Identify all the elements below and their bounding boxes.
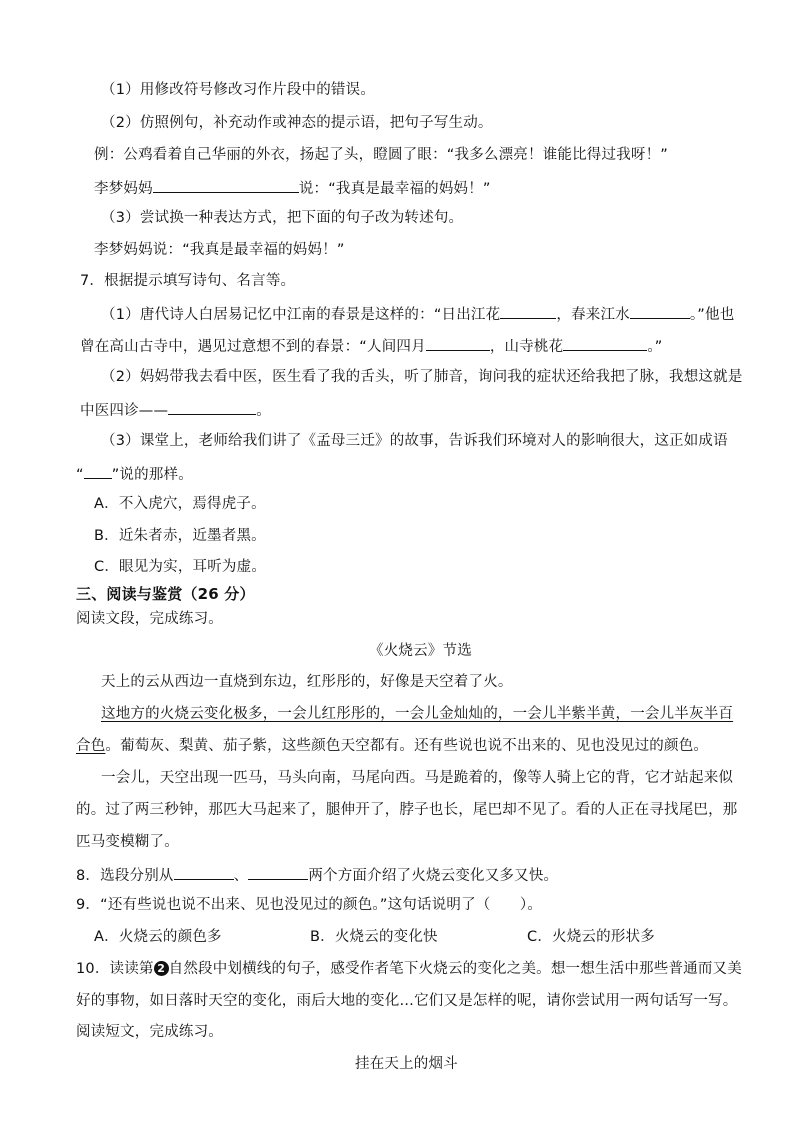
passage-p3-line3: 匹马变模糊了。 [76, 834, 179, 850]
q9-option-b: B．火烧云的变化快 [310, 929, 438, 945]
q7-s1-text-a: （1）唐代诗人白居易记忆中江南的春景是这样的：“日出江花 [101, 307, 501, 323]
q7-option-c: C．眼见为实，耳听为虚。 [94, 559, 267, 575]
q10-text-pre: 10．读读第 [76, 961, 154, 977]
q7-option-a: A．不入虎穴，焉得虎子。 [94, 496, 266, 512]
q9-option-c: C．火烧云的形状多 [527, 929, 655, 945]
q6-example: 例：公鸡看着自己华丽的外衣，扬起了头，瞪圆了眼：“我多么漂亮！谁能比得过我呀！” [94, 147, 669, 163]
answer-blank[interactable] [248, 864, 308, 880]
q7-s2-line2 [80, 399, 271, 421]
q6-sub3: （3）尝试换一种表达方式，把下面的句子改为转述句。 [101, 210, 464, 226]
q6-sub2: （2）仿照例句，补充动作或神态的提示语，把句子写生动。 [101, 115, 493, 131]
passage-p2-line2 [76, 736, 708, 756]
q7-s2-text-c: 。 [256, 403, 271, 419]
q6-line-a [94, 177, 491, 199]
q7-s1-line1 [101, 303, 734, 325]
q6-sub1: （1）用修改符号修改习作片段中的错误。 [101, 82, 376, 98]
q6-line-a-prefix: 李梦妈妈 [94, 181, 153, 197]
passage-p1: 天上的云从西边一直烧到东边，红彤彤的，好像是天空着了火。 [101, 674, 513, 690]
q7-s3-line1: （3）课堂上，老师给我们讲了《孟母三迁》的故事，告诉我们环境对人的影响很大，这正如成语 [101, 433, 728, 449]
passage-p3-line2: 的。过了两三秒钟，那匹大马起来了，腿伸开了，脖子也长，尾巴却不见了。看的人正在寻找尾巴，那 [76, 802, 738, 818]
q9-stem: 9．“还有些说也说不出来、见也没见过的颜色。”这句话说明了（ ）。 [76, 897, 543, 913]
q6-line-a-suffix: 说：“我真是最幸福的妈妈！” [298, 181, 491, 197]
answer-blank[interactable] [153, 177, 299, 193]
q7-s1-text-b: ，春来江水 [556, 307, 630, 323]
section-intro: 阅读文段，完成练习。 [76, 611, 223, 627]
q6-sentence: 李梦妈妈说：“我真是最幸福的妈妈！” [94, 242, 345, 258]
q7-s3-text-post: ”说的那样。 [111, 467, 193, 483]
passage-p2-line1 [101, 704, 733, 724]
passage-p2-rest: 。葡萄灰、梨黄、茄子紫，这些颜色天空都有。还有些说也说不出来的、见也没见过的颜色。 [105, 738, 709, 754]
paragraph-number-badge: 2 [154, 961, 169, 976]
underlined-sentence: 这地方的火烧云变化极多，一会儿红彤彤的，一会儿金灿灿的，一会儿半紫半黄，一会儿半灰半百 [101, 706, 734, 722]
passage-title: 《火烧云》节选 [369, 643, 472, 659]
q10-line1 [76, 959, 742, 979]
q8-text-c: 两个方面介绍了火烧云变化又多又快。 [308, 868, 559, 884]
section-heading: 三、阅读与鉴赏（26 分） [76, 585, 255, 603]
passage-p3-line1: 一会儿，天空出现一匹马，马头向南，马尾向西。马是跪着的，像等人骑上它的背，它才站起来似 [101, 770, 734, 786]
q7-s2-text-b: 中医四诊—— [80, 403, 169, 419]
q9-option-a: A．火烧云的颜色多 [94, 929, 222, 945]
q7-s3-line2 [76, 463, 193, 485]
passage2-title: 挂在天上的烟斗 [355, 1056, 458, 1072]
q7-s1-text-c: 。”他也 [689, 307, 735, 323]
q8-text-b: 、 [233, 868, 249, 884]
q10-line2: 好的事物，如日落时天空的变化，雨后大地的变化…它们又是怎样的呢，请你尝试用一两句话写一写。 [76, 993, 738, 1009]
q7-s1-text-d: 曾在高山古寺中，遇见过意想不到的春景：“人间四月 [80, 339, 426, 355]
q7-s1-line2 [80, 335, 662, 357]
answer-blank[interactable] [630, 303, 690, 319]
q7-s2-line1: （2）妈妈带我去看中医，医生看了我的舌头，听了肺音，询问我的症状还给我把了脉，我想这就是 [101, 369, 743, 385]
q10-text-post: 自然段中划横线的句子，感受作者笔下火烧云的变化之美。想一想生活中那些普通而又美 [168, 961, 742, 977]
q7-option-b: B．近朱者赤，近墨者黑。 [94, 528, 266, 544]
passage2-intro: 阅读短文，完成练习。 [76, 1024, 223, 1040]
answer-blank[interactable] [500, 303, 556, 319]
q8-text-a: 8．选段分别从 [76, 868, 174, 884]
answer-blank[interactable] [426, 335, 490, 351]
q7-stem: 7．根据提示填写诗句、名言等。 [80, 273, 296, 289]
answer-blank[interactable] [84, 463, 112, 479]
answer-blank[interactable] [168, 399, 256, 415]
q8 [76, 864, 558, 886]
underlined-sentence-end: 合色 [76, 738, 106, 754]
answer-blank[interactable] [174, 864, 234, 880]
q7-s1-text-f: 。” [647, 339, 663, 355]
q7-s1-text-e: ，山寺桃花 [489, 339, 564, 355]
q7-s3-quote-open: “ [76, 467, 84, 483]
answer-blank[interactable] [563, 335, 647, 351]
